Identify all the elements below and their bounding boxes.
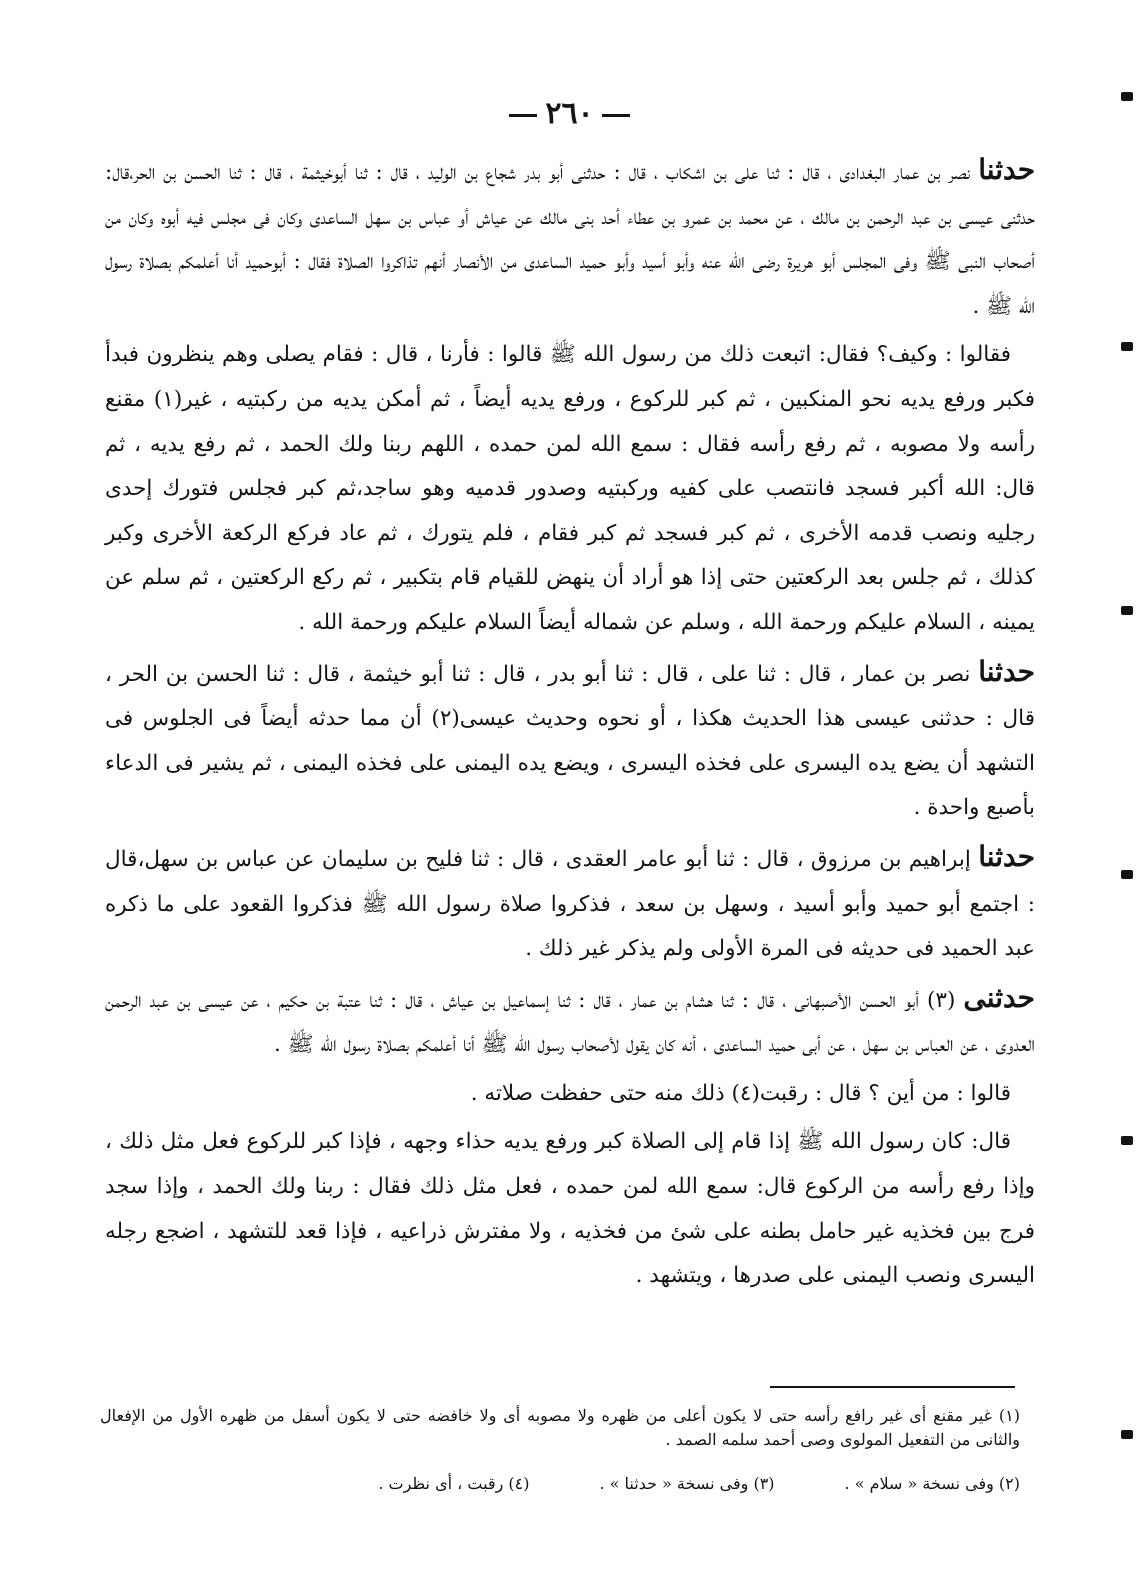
footnote-row (100, 1472, 1020, 1496)
binding-mark (1121, 606, 1133, 615)
paragraph-text: نصر بن عمار البغدادى ، قال : ثنا على بن اشكاب ، قال : حدثنى أبو بدر شجاع بن الوليد ، قال : ثنا أبوخيثمة ، قال : ثنا الحسن بن الحر،قال: حدثنى عيسى بن عبد الرحمن بن مالك ، عن محمد بن عمرو بن عطاء أحد بنى مالك عن عياش أو عباس بن سهل الساعدى وكان فى مجلس فيه أبوه وكان من أصحاب النبى ﷺ وفى المجلس أبو هريرة رضى الله عنه وأبو أسيد وأبو حميد الساعدى من الأنصار أنهم تذاكروا الصلاة فقال : أبوحميد أنا أعلمكم بصلاة رسول الله ﷺ . (105, 160, 1035, 319)
footnote-2: (٢) وفى نسخة « سلام » . (844, 1474, 1020, 1493)
paragraph-text: قالوا : من أين ؟ قال : رقبت(٤) ذلك منه حتى حفظت صلاته . (470, 1080, 1011, 1106)
paragraph-text: (٣) أبو الحسن الأصبهانى ، قال : ثنا هشام بن عمار ، قال : ثنا إسماعيل بن عياش ، قال : ثنا عتبة بن حكيم ، عن عيسى بن عبد الرحمن العدوى ، عن العباس بن سهل ، عن أبى حميد الساعدى ، أنه كان يقول لأصحاب رسول الله ﷺ أنا أعلمكم بصلاة رسول الله ﷺ . (105, 987, 1035, 1058)
hadith-paragraph-4 (105, 835, 1035, 972)
footnotes (100, 1404, 1020, 1496)
binding-mark (1121, 870, 1133, 879)
lead-word: حدثنا (978, 654, 1035, 688)
binding-mark (1121, 1136, 1133, 1145)
binding-mark (1121, 92, 1133, 101)
hadith-paragraph-6 (105, 1072, 1035, 1117)
paragraph-text: إبراهيم بن مرزوق ، قال : ثنا أبو عامر العقدى ، قال : ثنا فليح بن سليمان عن عباس بن سهل،قال : اجتمع أبو حميد وأبو أسيد ، وسهل بن سعد ، فذكروا صلاة رسول الله ﷺ فذكروا القعود على ما ذكره عبد الحميد فى حديثه فى المرة الأولى ولم يذكر غير ذلك . (105, 846, 1035, 962)
page-number-text: ٢٦٠ (545, 96, 594, 131)
hadith-paragraph-5 (105, 976, 1035, 1068)
hadith-paragraph-2 (105, 333, 1035, 645)
footnote-divider (770, 1386, 1015, 1388)
dash-left (602, 114, 630, 117)
footnote-4: (٤) رقبت ، أى نظرت . (378, 1474, 530, 1493)
dash-right (509, 114, 537, 117)
main-text (105, 148, 1035, 1303)
hadith-paragraph-7 (105, 1120, 1035, 1298)
footnote-3: (٣) وفى نسخة « حدثنا » . (599, 1474, 775, 1493)
binding-mark (1121, 1430, 1133, 1439)
paragraph-text: فقالوا : وكيف؟ فقال: اتبعت ذلك من رسول الله ﷺ قالوا : فأرنا ، قال : فقام يصلى وهم ينظرون فبدأ فكبر ورفع يديه نحو المنكبين ، ثم كبر للركوع ، ورفع يديه أيضاً ، ثم أمكن يديه من ركبتيه ، غير(١) مقنع رأسه ولا مصوبه ، ثم رفع رأسه فقال : سمع الله لمن حمده ، اللهم ربنا ولك الحمد ، ثم رفع يديه ، ثم قال: الله أكبر فسجد فانتصب على كفيه وركبتيه وصدور قدميه وهو ساجد،ثم كبر فجلس فتورك إحدى رجليه ونصب قدمه الأخرى ، ثم كبر فسجد ثم كبر فقام ، فلم يتورك ، ثم عاد فركع الركعة الأخرى وكبر كذلك ، ثم جلس بعد الركعتين حتى إذا هو أراد أن ينهض للقيام قام بتكبير ، ثم ركع الركعتين ، ثم سلم عن يمينه ، السلام عليكم ورحمة الله ، وسلم عن شماله أيضاً السلام عليكم ورحمة الله . (105, 342, 1035, 635)
binding-mark (1121, 342, 1133, 351)
hadith-paragraph-3 (105, 650, 1035, 831)
page-number (0, 96, 1139, 131)
paragraph-text: قال: كان رسول الله ﷺ إذا قام إلى الصلاة كبر ورفع يديه حذاء وجهه ، فإذا كبر للركوع فعل مثل ذلك ، وإذا رفع رأسه من الركوع قال: سمع الله لمن حمده ، فعل مثل ذلك فقال : ربنا ولك الحمد ، وإذا سجد فرج بين فخذيه غير حامل بطنه على شئ من فخذيه ، ولا مفترش ذراعيه ، فإذا قعد للتشهد ، اضجع رجله اليسرى ونصب اليمنى على صدرها ، ويتشهد . (105, 1129, 1035, 1289)
paragraph-text: نصر بن عمار ، قال : ثنا على ، قال : ثنا أبو بدر ، قال : ثنا أبو خيثمة ، قال : ثنا الحسن بن الحر ، قال : حدثنى عيسى هذا الحديث هكذا ، أو نحوه وحديث عيسى(٢) أن مما حدثه أيضاً فى الجلوس فى التشهد أن يضع يده اليسرى على فخذه اليسرى ، ويضع يده اليمنى على فخذه اليمنى ، ثم يشير فى الدعاء بأصبع واحدة . (105, 661, 1035, 821)
lead-word: حدثنى (963, 980, 1035, 1014)
lead-word: حدثنا (978, 839, 1035, 873)
hadith-paragraph-1 (105, 148, 1035, 329)
footnote-1: (١) غير مقنع أى غير رافع رأسه حتى لا يكون أعلى من ظهره ولا مصوبه أى ولا خافضه حتى لا يكون أسفل من ظهره الأول من الإفعال والثانى من التفعيل المولوى وصى أحمد سلمه الصمد . (100, 1406, 1020, 1449)
lead-word: حدثنا (978, 153, 1035, 186)
